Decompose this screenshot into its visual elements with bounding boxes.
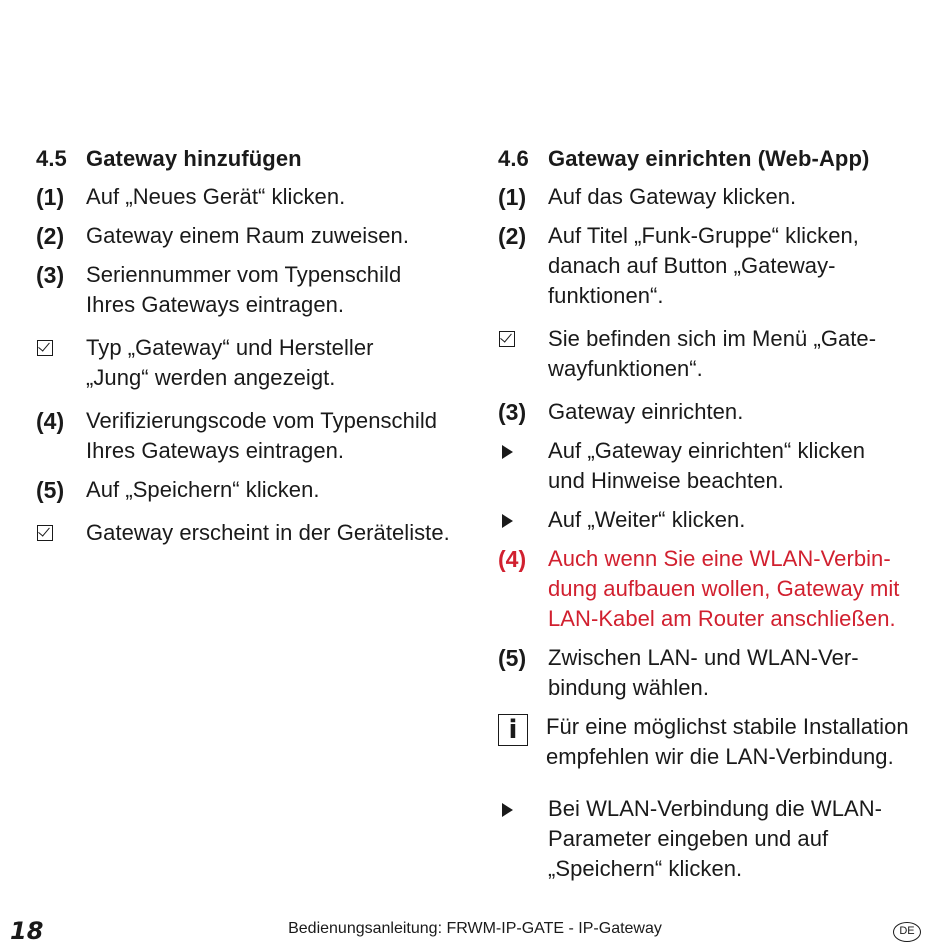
checkbox-icon xyxy=(37,525,53,541)
result-text: Typ „Gateway“ und Hersteller „Jung“ werden angezeigt. xyxy=(86,335,374,390)
section-4-5 xyxy=(36,144,466,548)
section-title: Gateway hinzufügen xyxy=(86,146,302,171)
step-text: Auf „Speichern“ klicken. xyxy=(86,477,320,502)
warning-step-item xyxy=(498,544,938,634)
result-item xyxy=(498,324,938,384)
step-item xyxy=(498,643,938,703)
step-number: (2) xyxy=(36,223,65,249)
step-number: (1) xyxy=(498,184,527,210)
info-item xyxy=(498,712,938,772)
section-heading xyxy=(498,144,938,174)
section-heading xyxy=(36,144,466,174)
action-text: Auf „Weiter“ klicken. xyxy=(548,507,746,532)
step-item xyxy=(498,221,938,311)
step-number: (2) xyxy=(498,223,527,249)
step-text: Zwischen LAN- und WLAN-Ver-bindung wählen. xyxy=(548,645,859,700)
arrow-right-icon xyxy=(502,803,513,817)
step-item xyxy=(36,406,466,466)
step-text: Seriennummer vom Typenschild Ihres Gateways eintragen. xyxy=(86,262,402,317)
info-icon: i xyxy=(498,714,528,746)
step-text: Gateway einem Raum zuweisen. xyxy=(86,223,409,248)
step-text: Auf „Neues Gerät“ klicken. xyxy=(86,184,346,209)
arrow-right-icon xyxy=(502,445,513,459)
step-text: Verifizierungscode vom Typenschild Ihres Gateways eintragen. xyxy=(86,408,438,463)
action-item xyxy=(498,436,938,496)
step-number: (1) xyxy=(36,184,65,210)
section-number: 4.5 xyxy=(36,146,67,171)
language-badge: DE xyxy=(893,922,921,942)
step-text: Auf das Gateway klicken. xyxy=(548,184,797,209)
section-number: 4.6 xyxy=(498,146,529,171)
step-text: Auf Titel „Funk-Gruppe“ klicken, danach auf Button „Gateway-funktionen“. xyxy=(548,223,859,308)
action-text: Bei WLAN-Verbindung die WLAN-Parameter eingeben und auf „Speichern“ klicken. xyxy=(548,796,883,881)
action-item xyxy=(498,794,938,884)
step-text: Gateway einrichten. xyxy=(548,399,744,424)
step-number: (4) xyxy=(36,408,65,434)
section-title: Gateway einrichten (Web-App) xyxy=(548,146,870,171)
action-text: Auf „Gateway einrichten“ klicken und Hinweise beachten. xyxy=(548,438,866,493)
result-text: Sie befinden sich im Menü „Gate-wayfunktionen“. xyxy=(548,326,877,381)
result-item xyxy=(36,518,466,548)
step-number: (3) xyxy=(498,399,527,425)
checkbox-icon xyxy=(37,340,53,356)
step-item xyxy=(36,260,466,320)
result-text: Gateway erscheint in der Geräteliste. xyxy=(86,520,450,545)
warning-text: Auch wenn Sie eine WLAN-Verbin-dung aufbauen wollen, Gateway mit LAN-Kabel am Router anschließen. xyxy=(548,546,900,631)
step-item xyxy=(498,182,938,212)
step-item xyxy=(498,397,938,427)
step-number: (4) xyxy=(498,546,527,572)
arrow-right-icon xyxy=(502,514,513,528)
section-4-6 xyxy=(498,144,938,884)
footer-text: Bedienungsanleitung: FRWM-IP-GATE - IP-Gateway xyxy=(288,920,662,937)
step-number: (3) xyxy=(36,262,65,288)
info-text: Für eine möglichst stabile Installation empfehlen wir die LAN-Verbindung. xyxy=(546,714,909,769)
checkbox-icon xyxy=(499,331,515,347)
step-number: (5) xyxy=(498,645,527,671)
result-item xyxy=(36,333,466,393)
page-number: 18 xyxy=(10,917,44,945)
step-item xyxy=(36,182,466,212)
step-item xyxy=(36,475,466,505)
step-number: (5) xyxy=(36,477,65,503)
step-item xyxy=(36,221,466,251)
action-item xyxy=(498,505,938,535)
